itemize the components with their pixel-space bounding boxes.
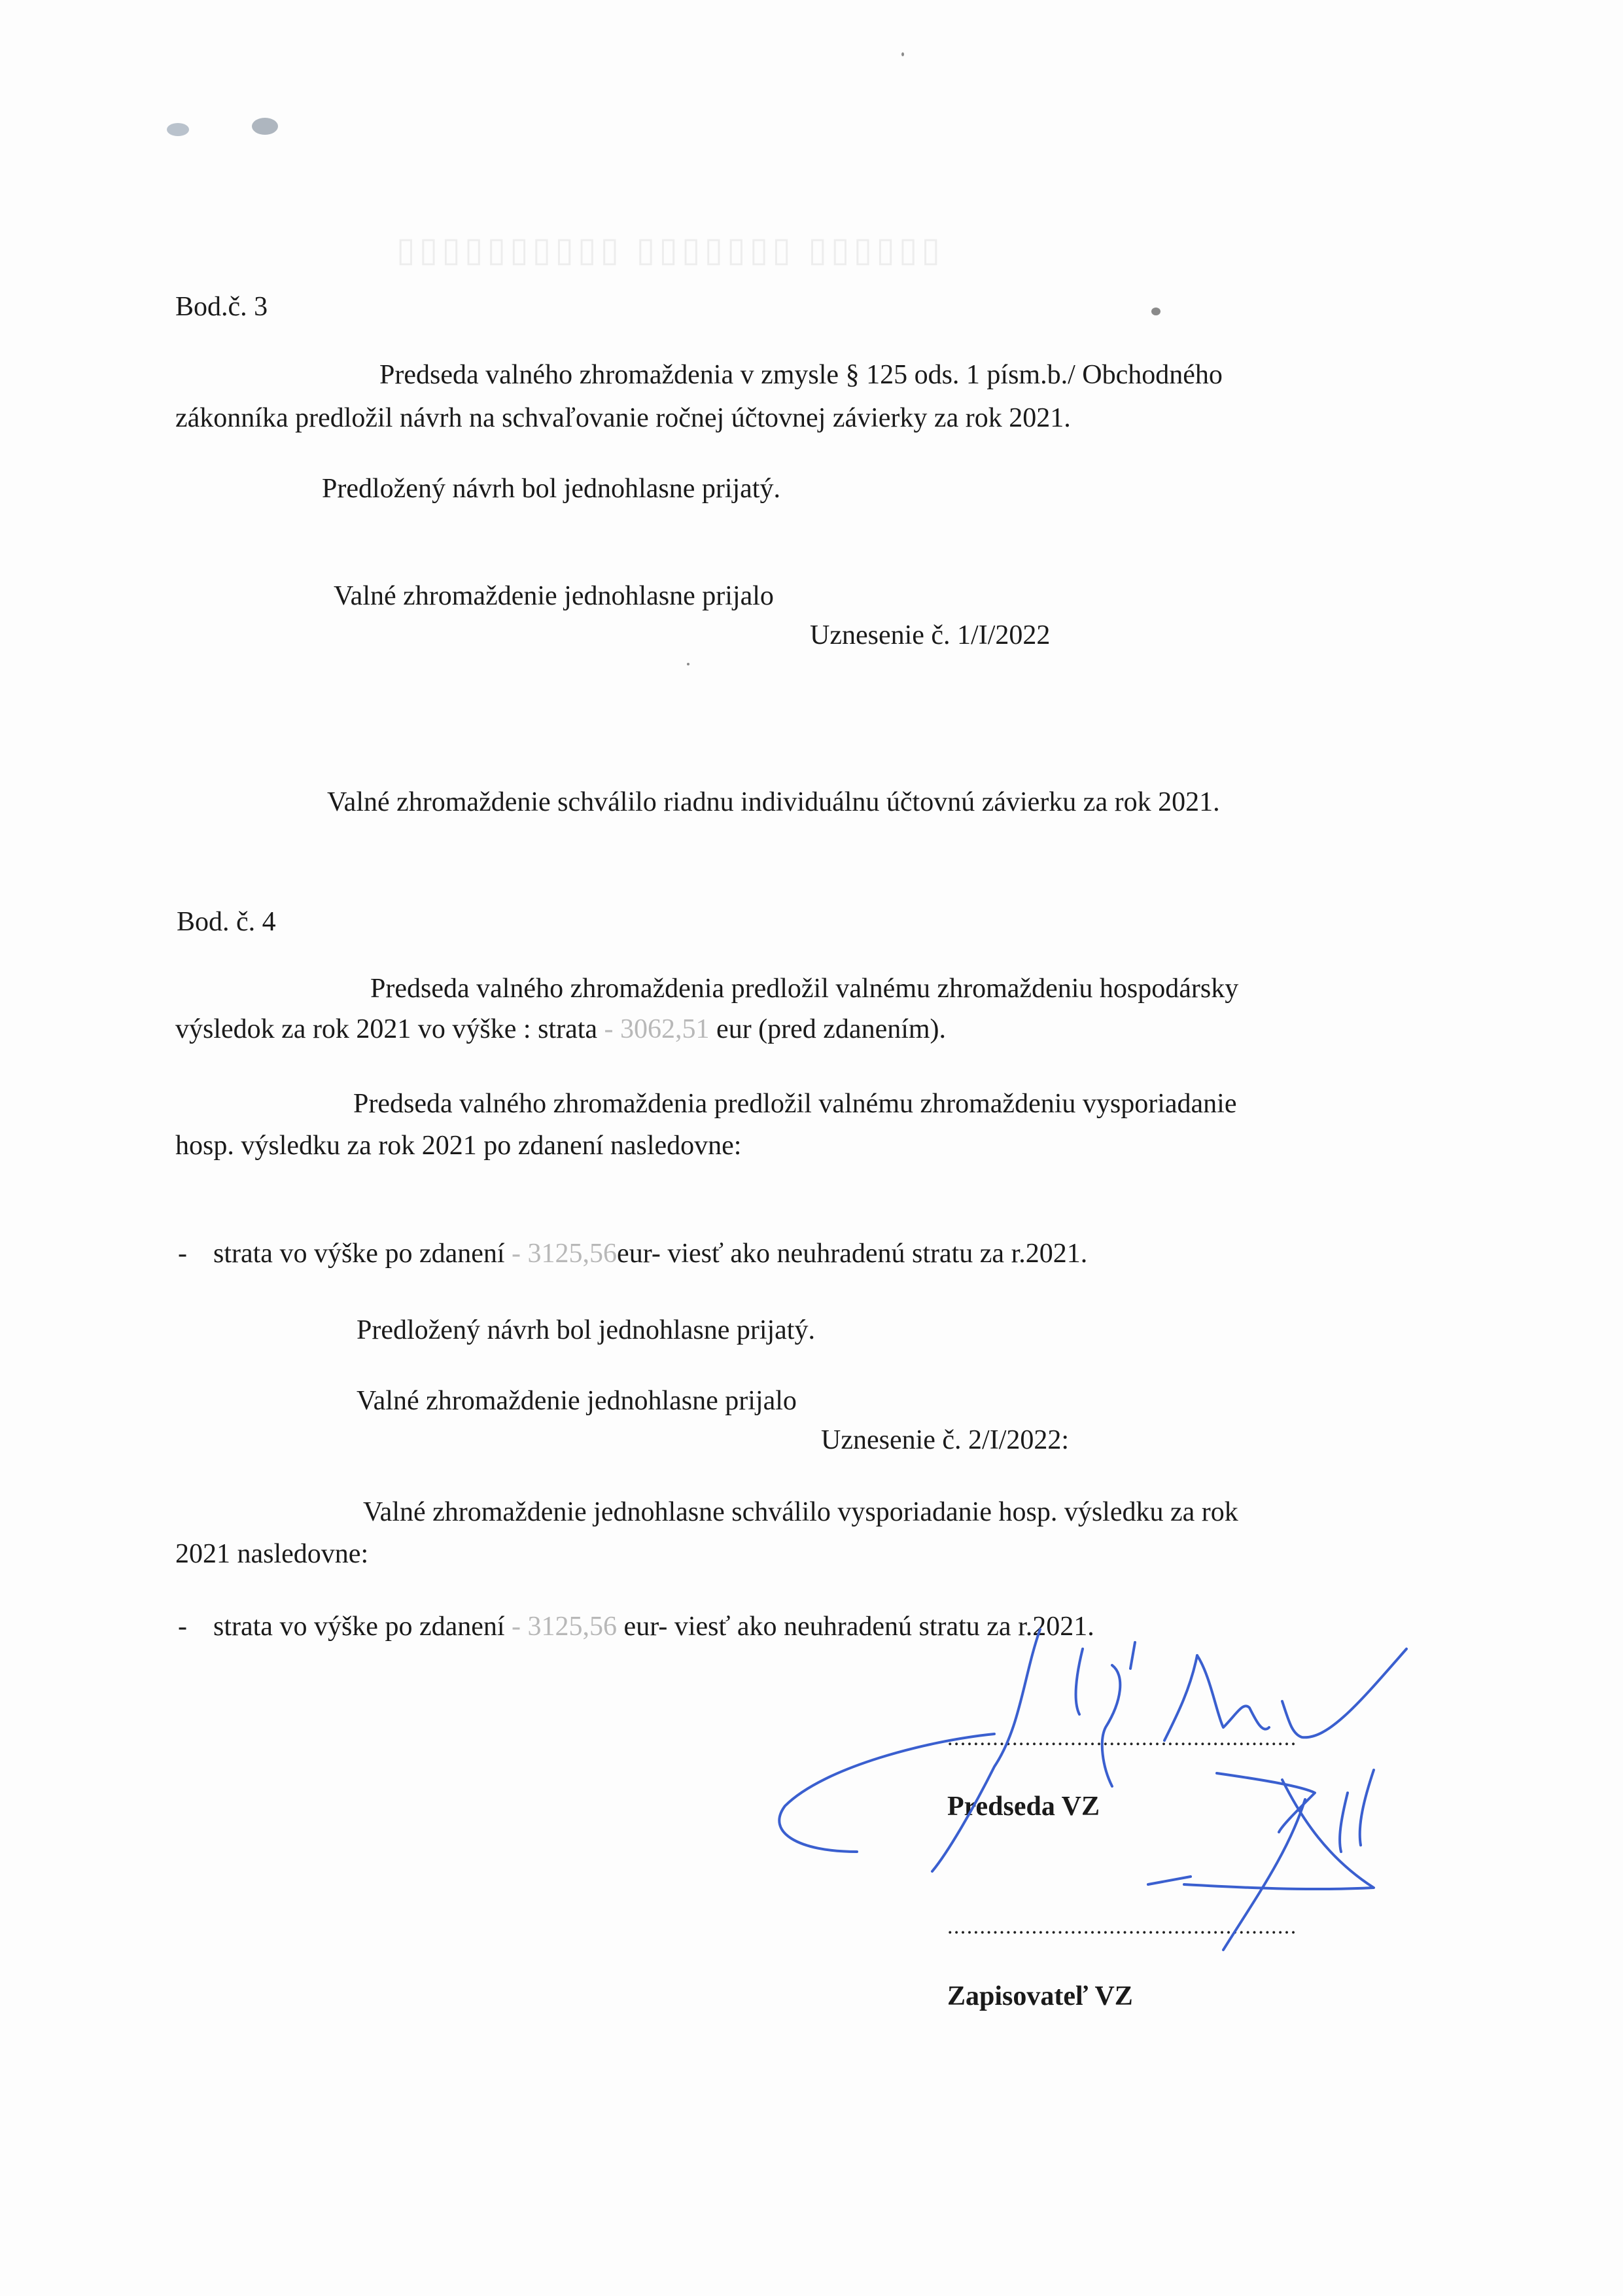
section-heading-bod-3: Bod.č. 3	[175, 292, 268, 322]
list-text: strata vo výške po zdanení	[213, 1612, 512, 1642]
scan-speck	[252, 118, 278, 135]
vz-adopted-statement: Valné zhromaždenie jednohlasne prijalo	[357, 1386, 797, 1416]
approval-statement: Valné zhromaždenie schválilo riadnu individuálnu účtovnú závierku za rok 2021.	[327, 787, 1220, 817]
loss-amount: - 3125,56	[512, 1612, 618, 1642]
paragraph-line: Valné zhromaždenie jednohlasne schválilo vysporiadanie hosp. výsledku za rok	[363, 1497, 1238, 1527]
accepted-statement: Predložený návrh bol jednohlasne prijatý.	[357, 1315, 815, 1345]
recorder-signature-stroke	[1340, 1793, 1348, 1852]
chair-signature-stroke	[1282, 1649, 1406, 1737]
paragraph-line: hosp. výsledku za rok 2021 po zdanení nasledovne:	[175, 1131, 742, 1161]
list-item	[178, 1240, 1087, 1267]
chair-signature-stroke	[1197, 1655, 1269, 1729]
recorder-signature-stroke	[1217, 1773, 1315, 1832]
list-bullet: -	[178, 1612, 187, 1642]
accepted-statement: Predložený návrh bol jednohlasne prijatý.	[322, 474, 780, 504]
recorder-signature-stroke	[1148, 1877, 1191, 1884]
recorder-signature-line: ......................................................	[947, 1916, 1297, 1938]
scan-speck	[901, 52, 904, 56]
paragraph-line: Predseda valného zhromaždenia predložil valnému zhromaždeniu hospodársky	[370, 974, 1239, 1004]
chair-signature-stroke	[1102, 1665, 1121, 1786]
paragraph-line: zákonníka predložil návrh na schvaľovanie ročnej účtovnej závierky za rok 2021.	[175, 403, 1071, 433]
paragraph-line	[175, 1016, 946, 1043]
paragraph-text: výsledok za rok 2021 vo výške : strata	[175, 1014, 604, 1044]
section-heading-bod-4: Bod. č. 4	[177, 907, 276, 937]
recorder-label: Zapisovateľ VZ	[947, 1981, 1133, 2011]
paragraph-line: 2021 nasledovne:	[175, 1539, 369, 1569]
chair-signature-stroke	[1130, 1642, 1135, 1669]
resolution-number: Uznesenie č. 1/I/2022	[810, 620, 1051, 650]
paragraph-line: Predseda valného zhromaždenia v zmysle § 125 ods. 1 písm.b./ Obchodného	[379, 360, 1223, 390]
resolution-number: Uznesenie č. 2/I/2022:	[821, 1425, 1070, 1455]
chair-signature-stroke	[932, 1629, 1040, 1871]
list-text: eur- viesť ako neuhradenú stratu za r.2021.	[617, 1239, 1088, 1269]
chair-label: Predseda VZ	[947, 1792, 1100, 1822]
scan-speck	[1151, 308, 1161, 315]
vz-adopted-statement: Valné zhromaždenie jednohlasne prijalo	[334, 581, 774, 611]
loss-amount: - 3062,51	[604, 1014, 710, 1044]
paragraph-text: eur (pred zdanením).	[709, 1014, 947, 1044]
recorder-signature-stroke	[1184, 1780, 1374, 1889]
list-bullet: -	[178, 1239, 187, 1269]
scan-speck	[687, 663, 689, 665]
loss-amount: - 3125,56	[512, 1239, 618, 1269]
chair-signature-line: ......................................................	[947, 1727, 1297, 1750]
scan-speck	[167, 123, 189, 136]
paragraph-line: Predseda valného zhromaždenia predložil valnému zhromaždeniu vysporiadanie	[353, 1089, 1237, 1119]
recorder-signature-stroke	[1360, 1770, 1374, 1845]
show-through-text: ▯▯▯▯▯▯ ▯▯▯▯▯▯▯ ▯▯▯▯▯▯▯▯▯▯	[393, 231, 941, 269]
list-item	[178, 1613, 1094, 1640]
list-text: strata vo výške po zdanení	[213, 1239, 512, 1269]
list-text: eur- viesť ako neuhradenú stratu za r.2021.	[617, 1612, 1094, 1642]
chair-signature-stroke	[1076, 1649, 1083, 1714]
